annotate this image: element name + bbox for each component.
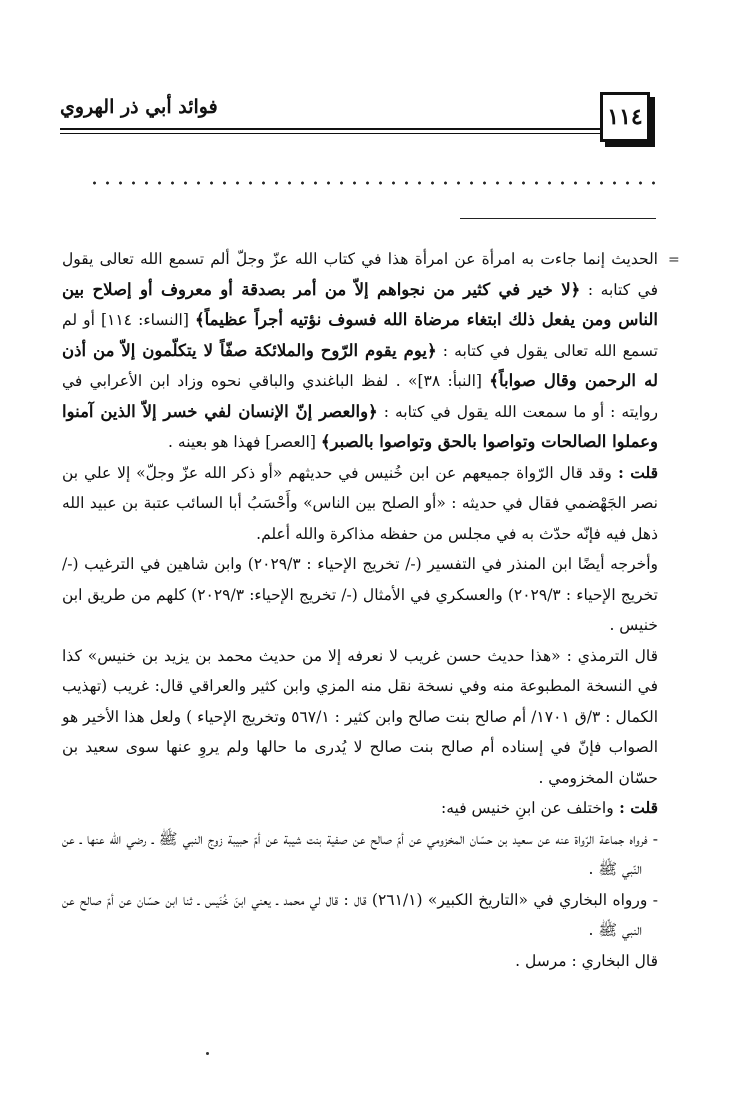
book-title: فوائد أبي ذر الهروي	[60, 96, 218, 118]
paragraph-hadith	[62, 244, 658, 458]
header-rule-thin	[60, 133, 600, 134]
text-run: [النساء: ١١٤] أو لم تسمع الله تعالى يقول في كتابه :	[62, 311, 658, 360]
stray-mark	[206, 1052, 209, 1055]
text-run: [النبأ: ٣٨]» . لفظ الباغندي والباقي نحوه وزاد ابن الأعرابي في روايته : أو ما سمعت الله يقول في كتابه :	[62, 372, 658, 421]
quran-verse: ﴿لا خير في كثير من نجواهم إلاّ من أمر بصدقة أو معروف أو إصلاح بين الناس ومن يفعل ذلك ابتغاء مرضاة الله فسوف نؤتيه أجراً عظيماً﴾	[62, 279, 658, 329]
text-run: وقد قال الرّواة جميعهم عن ابن خُنيس في حديثهم «أو ذكر الله عزّ وجلّ» إلا علي بن نصر الجَهْضمي فقال في حديثه : «أو الصلح بين الناس» وأَحْسَبُ أبا السائب عتبة بن عبيد الله ذهل فيه فإنّه حدّث به في مجلس من حفظه مذاكرة والله أعلم.	[62, 463, 658, 543]
text-run: وأخرجه أيضًا ابن المنذر في التفسير (-/ تخريج الإحياء : ٢٠٢٩/٣) وابن شاهين في الترغيب (-/ تخريج الإحياء : ٢٠٢٩/٣) والعسكري في الأمثال (-/ تخريج الإحياء: ٢٠٢٩/٣) كلهم من طريق ابن خنيس .	[62, 555, 658, 634]
text-run: قال الترمذي : «هذا حديث حسن غريب لا نعرفه إلا من حديث محمد بن يزيد بن خنيس» كذا في النسخة المطبوعة منه وفي نسخة نقل منه المزي وابن كثير والعراقي قال: غريب (تهذيب الكمال : ٣/ق ١٧٠١/ أم صالح بنت صالح وابن كثير : ٥٦٧/١ وتخريج الإحياء ) ولعل هذا الأخير هو الصواب فإنّ في إسناده أم صالح بنت صالح لا يُدرى ما حالها ولم يروِ عنها سوى سعيد بن حسّان المخزومي .	[62, 646, 658, 787]
continuation-mark: =	[668, 252, 680, 268]
running-header	[60, 92, 660, 142]
header-rule	[60, 128, 600, 130]
qultu-label: قلت :	[611, 462, 658, 482]
list-item	[62, 824, 658, 885]
footnote-rule	[460, 218, 656, 219]
paragraph-qultu-2	[62, 793, 658, 824]
text-run: [العصر] فهذا هو بعينه .	[168, 433, 321, 451]
text-run: الحديث إنما جاءت به امرأة عن امرأة هذا في كتاب الله عزّ وجلّ ألم تسمع الله تعالى يقول في كتابه :	[62, 250, 658, 299]
quran-verse: ﴿والعصر إنّ الإنسان لفي خسر إلاّ الذين آمنوا وعملوا الصالحات وتواصوا بالحق وتواصوا بالصبر﴾	[62, 401, 658, 451]
list-item	[62, 885, 658, 946]
text-run: - فرواه جماعة الرّواة عنه عن سعيد بن حسّان المخزومي عن أمّ صالح عن صفية بنت شيبة عن أمّ حبيبة زوج النبي ﷺ ـ رضي الله عنها ـ عن النّبي ﷺ .	[62, 829, 658, 878]
text-run: - ورواه البخاري في «التاريخ الكبير» (٢٦١/١) قال : قال لي محمد ـ يعني ابنَ خُنَيس ـ ثنا ابن حسّان عن أمّ صالح عن النبي ﷺ .	[62, 890, 659, 939]
paragraph-tirmidhi	[62, 641, 658, 794]
paragraph-bukhari	[62, 946, 658, 977]
text-run: قال البخاري : مرسل .	[515, 951, 658, 970]
quran-verse: ﴿يوم يقوم الرّوح والملائكة صفّاً لا يتكلّمون إلاّ من أذن له الرحمن وقال صواباً﴾	[62, 340, 658, 390]
dotted-separator	[88, 176, 658, 190]
paragraph-qultu	[62, 458, 658, 550]
text-run: واختلف عن ابنِ خنيس فيه:	[441, 799, 614, 817]
footnote-body	[62, 244, 658, 976]
page-number: ١١٤	[600, 92, 650, 142]
paragraph-takhrij	[62, 549, 658, 641]
qultu-label: قلت :	[613, 798, 658, 817]
